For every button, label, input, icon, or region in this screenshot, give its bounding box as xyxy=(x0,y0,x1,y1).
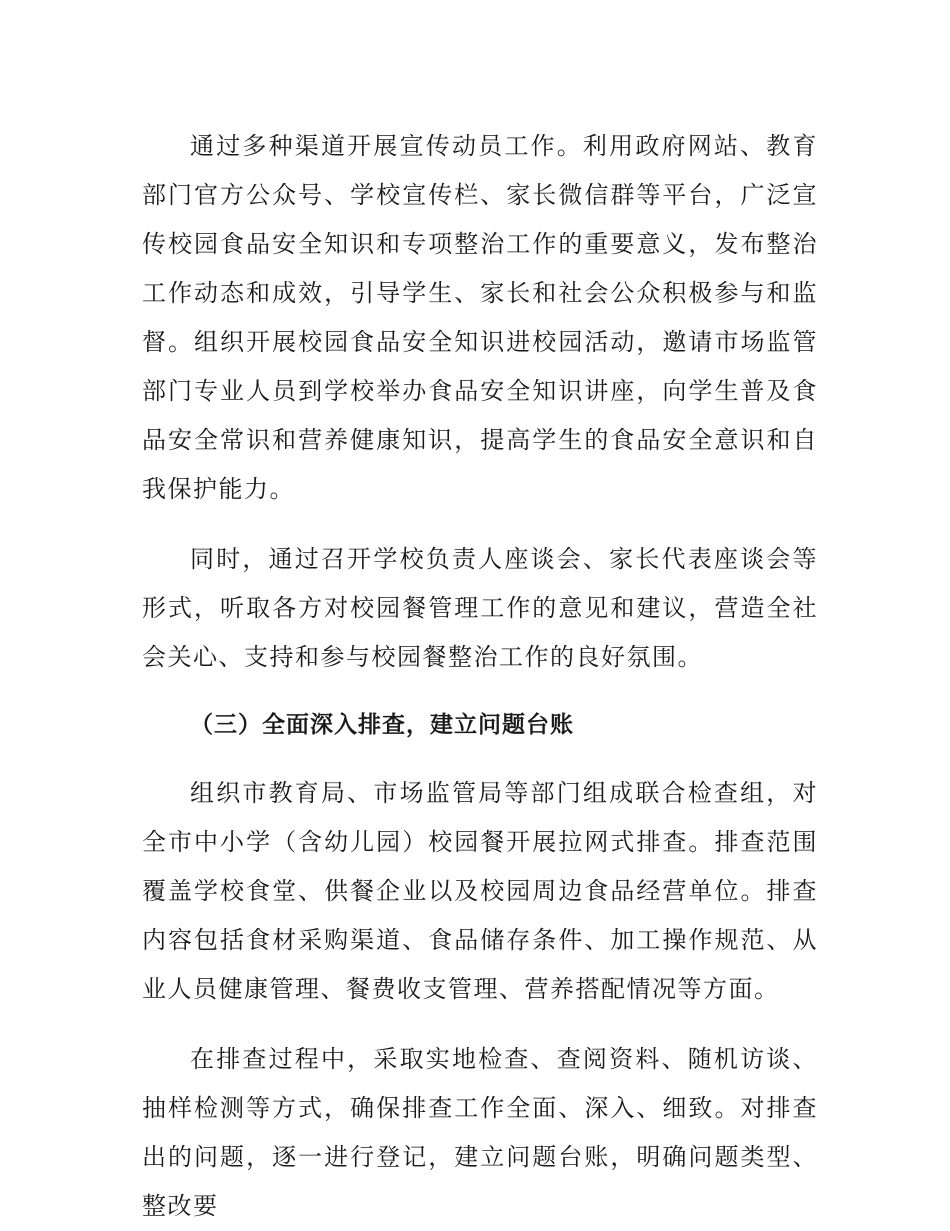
document-body xyxy=(142,122,818,1231)
paragraph-inspection-process: 在排查过程中，采取实地检查、查阅资料、随机访谈、抽样检测等方式，确保排查工作全面、深入、细致。对排查出的问题，逐一进行登记，建立问题台账，明确问题类型、整改要 xyxy=(142,1045,818,1220)
section-heading: （三）全面深入排查，建立问题台账 xyxy=(190,712,574,738)
paragraph-publicity: 通过多种渠道开展宣传动员工作。利用政府网站、教育部门官方公众号、学校宣传栏、家长微信群等平台，广泛宣传校园食品安全知识和专项整治工作的重要意义，发布整治工作动态和成效，引导学生、家长和社会公众积极参与和监督。组织开展校园食品安全知识进校园活动，邀请市场监管部门专业人员到学校举办食品安全知识讲座，向学生普及食品安全常识和营养健康知识，提高学生的食品安全意识和自我保护能力。 xyxy=(142,132,818,503)
paragraph-inspection-scope: 组织市教育局、市场监管局等部门组成联合检查组，对全市中小学（含幼儿园）校园餐开展拉网式排查。排查范围覆盖学校食堂、供餐企业以及校园周边食品经营单位。排查内容包括食材采购渠道、食品储存条件、加工操作规范、从业人员健康管理、餐费收支管理、营养搭配情况等方面。 xyxy=(142,779,818,1003)
paragraph-symposium: 同时，通过召开学校负责人座谈会、家长代表座谈会等形式，听取各方对校园餐管理工作的意见和建议，营造全社会关心、支持和参与校园餐整治工作的良好氛围。 xyxy=(142,545,818,671)
